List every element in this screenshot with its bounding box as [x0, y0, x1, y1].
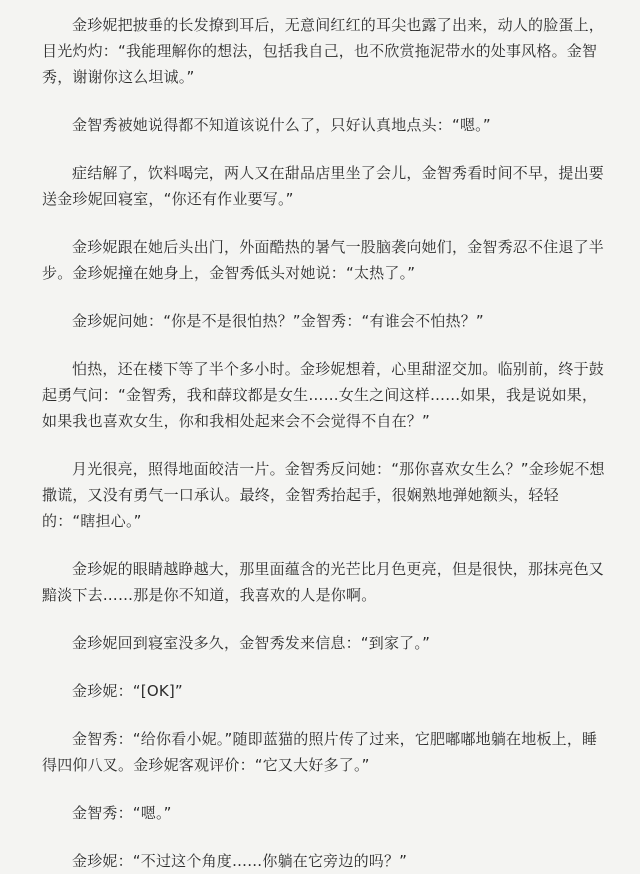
paragraph: 月光很亮，照得地面皎洁一片。金智秀反问她：“那你喜欢女生么？”金珍妮不想撒谎，又没有勇气一口承认。最终，金智秀抬起手，很娴熟地弹她额头，轻轻的：“瞎担心。” — [42, 460, 605, 530]
paragraph: 金珍妮：“[OK]” — [72, 682, 183, 700]
paragraph: 金珍妮跟在她后头出门，外面酷热的暑气一股脑袭向她们，金智秀忍不住退了半步。金珍妮撞在她身上，金智秀低头对她说：“太热了。” — [42, 238, 605, 282]
paragraph: 金智秀：“给你看小妮。”随即蓝猫的照片传了过来，它肥嘟嘟地躺在地板上，睡得四仰八叉。金珍妮客观评价：“它又大好多了。” — [42, 730, 598, 774]
paragraph: 症结解了，饮料喝完，两人又在甜品店里坐了会儿，金智秀看时间不早，提出要送金珍妮回寝室，“你还有作业要写。” — [42, 164, 605, 208]
paragraph: 金珍妮回到寝室没多久，金智秀发来信息：“到家了。” — [72, 634, 431, 652]
paragraph: 金珍妮把披垂的长发撩到耳后，无意间红红的耳尖也露了出来，动人的脸蛋上，目光灼灼：“我能理解你的想法，包括我自己，也不欣赏拖泥带水的处事风格。金智秀，谢谢你这么坦诚。” — [42, 16, 605, 86]
paragraph: 金珍妮的眼睛越睁越大，那里面蕴含的光芒比月色更亮，但是很快，那抹亮色又黯淡下去……那是你不知道，我喜欢的人是你啊。 — [42, 560, 605, 604]
paragraph: 怕热，还在楼下等了半个多小时。金珍妮想着，心里甜涩交加。临别前，终于鼓起勇气问：“金智秀，我和薛玟都是女生……女生之间这样……如果，我是说如果，如果我也喜欢女生，你和我相处起来会不会觉得不自在？” — [42, 360, 605, 430]
paragraph: 金智秀：“嗯。” — [72, 804, 172, 822]
paragraph: 金智秀被她说得都不知道该说什么了，只好认真地点头：“嗯。” — [72, 116, 491, 134]
paragraph: 金珍妮问她：“你是不是很怕热？”金智秀：“有谁会不怕热？” — [72, 312, 484, 330]
paragraph: 金珍妮：“不过这个角度……你躺在它旁边的吗？” — [72, 852, 408, 870]
